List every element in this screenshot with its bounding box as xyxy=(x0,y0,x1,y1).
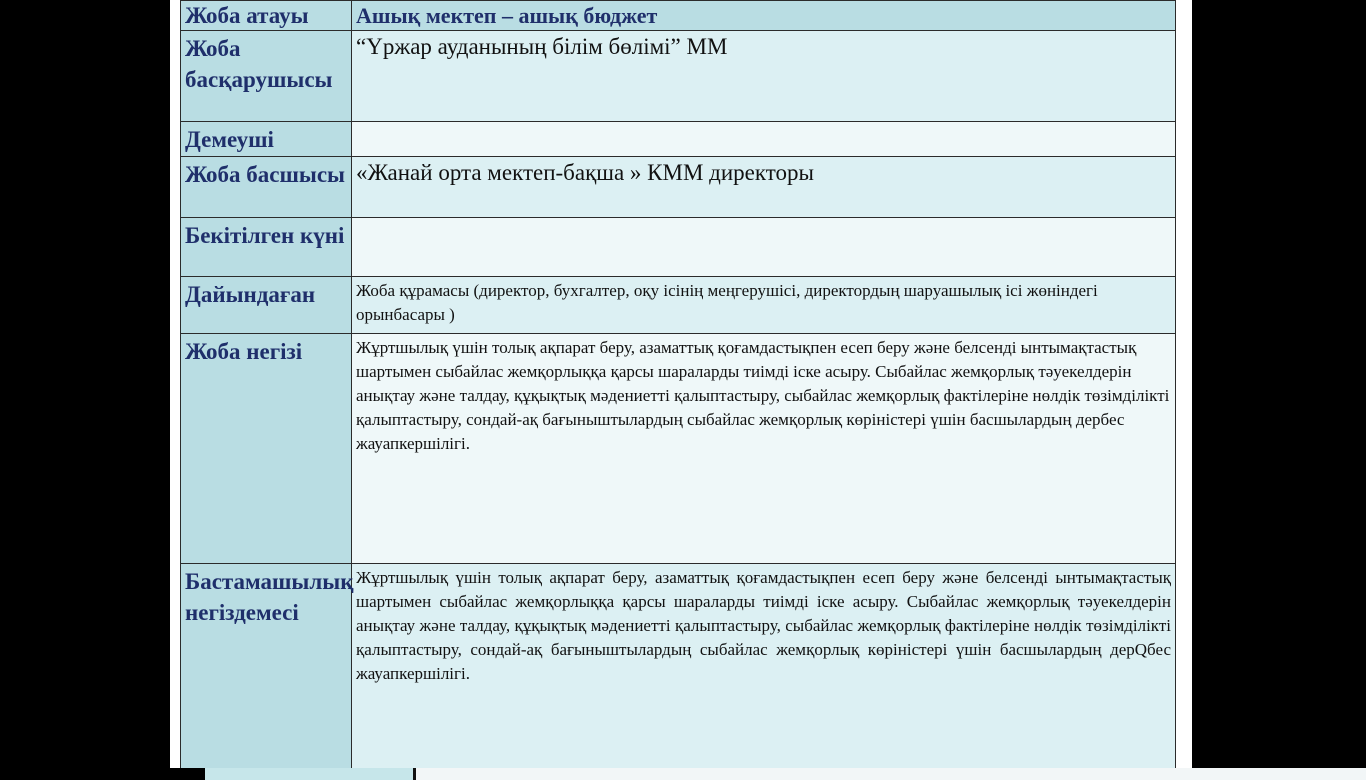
row-value xyxy=(352,218,1176,277)
underlying-strip-teal xyxy=(205,768,413,780)
row-label: Жоба атауы xyxy=(181,1,352,31)
table-row xyxy=(181,1,1176,31)
table-row xyxy=(181,157,1176,218)
row-label: Жоба басшысы xyxy=(181,157,352,218)
row-label: Дайындаған xyxy=(181,277,352,334)
table-row xyxy=(181,122,1176,157)
row-label: Жоба басқарушысы xyxy=(181,31,352,122)
row-value: Жұртшылық үшін толық ақпарат беру, азаматтық қоғамдастықпен есеп беру және белсенді ынтымақтастық шартымен сыбайлас жемқорлыққа қарсы шараларды тиімді іске асыру. Сыбайлас жемқорлық тәуекелдерін анықтау және талдау, құқықтық мәдениетті қалыптастыру, сыбайлас жемқорлық фактілеріне нөлдік төзімділікті қалыптастыру, сондай-ақ бағыныштылардың сыбайлас жемқорлық көріністері үшін басшылардың дерQбес жауапкершілігі. xyxy=(352,564,1176,769)
row-value: Жұртшылық үшін толық ақпарат беру, азаматтық қоғамдастықпен есеп беру және белсенді ынтымақтастық шартымен сыбайлас жемқорлыққа қарсы шараларды тиімді іске асыру. Сыбайлас жемқорлық тәуекелдерін анықтау және талдау, құқықтық мәдениетті қалыптастыру, сыбайлас жемқорлық фактілеріне нөлдік төзімділікті қалыптастыру, сондай-ақ бағыныштылардың сыбайлас жемқорлық көріністері үшін басшылардың дербес жауапкершілігі. xyxy=(352,334,1176,564)
slide xyxy=(170,0,1192,768)
row-value xyxy=(352,122,1176,157)
row-value: “Үржар ауданының білім бөлімі” ММ xyxy=(352,31,1176,122)
table-row xyxy=(181,218,1176,277)
table-row xyxy=(181,334,1176,564)
underlying-strip-dark xyxy=(0,768,205,780)
row-label: Жоба негізі xyxy=(181,334,352,564)
row-label: Демеуші xyxy=(181,122,352,157)
underlying-strip-divider xyxy=(413,768,416,780)
row-value: Жоба құрамасы (директор, бухгалтер, оқу ісінің меңгерушісі, директордың шаруашылық ісі жөніндегі орынбасары ) xyxy=(352,277,1176,334)
project-table xyxy=(180,0,1176,769)
table-row xyxy=(181,564,1176,769)
table-row xyxy=(181,277,1176,334)
row-value: Ашық мектеп – ашық бюджет xyxy=(352,1,1176,31)
table-row xyxy=(181,31,1176,122)
row-label: Бекітілген күні xyxy=(181,218,352,277)
row-label: Бастамашылық негіздемесі xyxy=(181,564,352,769)
row-value: «Жанай орта мектеп-бақша » КММ директоры xyxy=(352,157,1176,218)
